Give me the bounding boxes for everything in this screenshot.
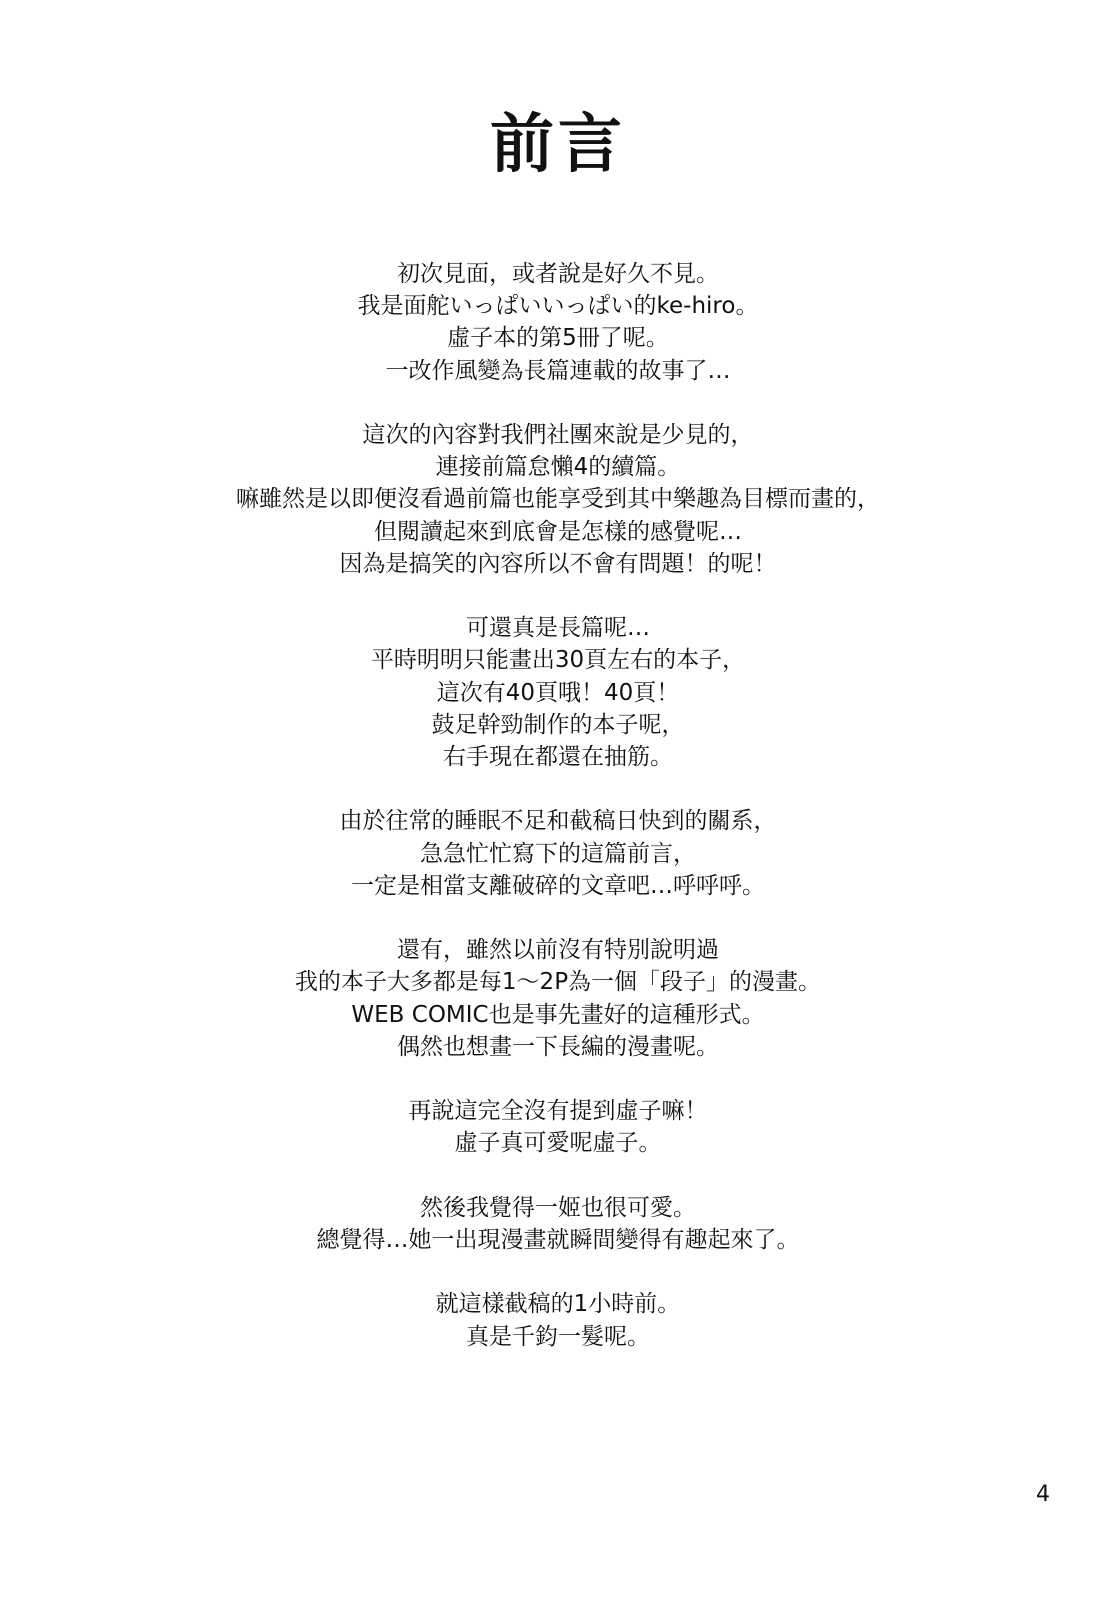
- text-line: 急急忙忙寫下的這篇前言，: [420, 840, 696, 867]
- paragraph-5: [0, 934, 1116, 1063]
- text-line: 可還真是長篇呢…: [466, 615, 650, 642]
- text-line: 我是面舵いっぱいいっぱい的ke-hiro。: [357, 293, 759, 320]
- text-line: 總覺得…她一出現漫畫就瞬間變得有趣起來了。: [316, 1227, 800, 1253]
- paragraph-2: [0, 419, 1116, 580]
- text-line: 真是千鈞一髮呢。: [466, 1323, 650, 1350]
- text-line: 還有，雖然以前沒有特別說明過: [397, 937, 719, 964]
- text-line: 偶然也想畫一下長編的漫畫呢。: [397, 1033, 719, 1060]
- text-line: 一定是相當支離破碎的文章吧…呼呼呼。: [351, 872, 765, 899]
- paragraph-1: [0, 258, 1116, 387]
- text-line: 虛子真可愛呢虛子。: [454, 1130, 662, 1157]
- text-line: 虛子本的第5冊了呢。: [447, 325, 669, 352]
- paragraph-8: [0, 1288, 1116, 1352]
- text-line: 平時明明只能畫出30頁左右的本子，: [370, 647, 746, 674]
- paragraph-4: [0, 805, 1116, 902]
- text-line: 因為是搞笑的內容所以不會有問題！的呢！: [339, 550, 777, 577]
- text-line: 我的本子大多都是每1～2P為一個「段子」的漫畫。: [294, 969, 822, 996]
- page-number: 4: [1036, 1482, 1050, 1507]
- paragraph-6: [0, 1095, 1116, 1159]
- text-line: 這次有40頁哦！40頁！: [436, 679, 680, 706]
- text-line: 這次的內容對我們社團來說是少見的，: [362, 422, 754, 448]
- text-line: 初次見面，或者說是好久不見。: [397, 261, 719, 287]
- text-line: 然後我覺得一姬也很可愛。: [420, 1194, 696, 1221]
- page-title: 前言: [490, 108, 626, 182]
- text-line: 連接前篇怠懶4的續篇。: [435, 454, 681, 481]
- text-line: 但閱讀起來到底會是怎樣的感覺呢…: [374, 518, 742, 545]
- text-line: 一改作風變為長篇連載的故事了…: [385, 357, 731, 384]
- paragraph-3: [0, 612, 1116, 773]
- text-line: 就這樣截稿的1小時前。: [435, 1291, 681, 1318]
- paragraph-7: [0, 1192, 1116, 1256]
- text-line: 鼓足幹勁制作的本子呢，: [431, 711, 685, 738]
- text-line: WEB COMIC也是事先畫好的這種形式。: [351, 1001, 765, 1028]
- text-line: 嘛雖然是以即便沒看過前篇也能享受到其中樂趣為目標而畫的，: [236, 486, 880, 513]
- preface-body: [0, 258, 1116, 1385]
- text-line: 右手現在都還在抽筋。: [443, 744, 673, 771]
- text-line: 再說這完全沒有提到虛子嘛！: [408, 1098, 708, 1125]
- text-line: 由於往常的睡眠不足和截稿日快到的關系，: [339, 808, 777, 835]
